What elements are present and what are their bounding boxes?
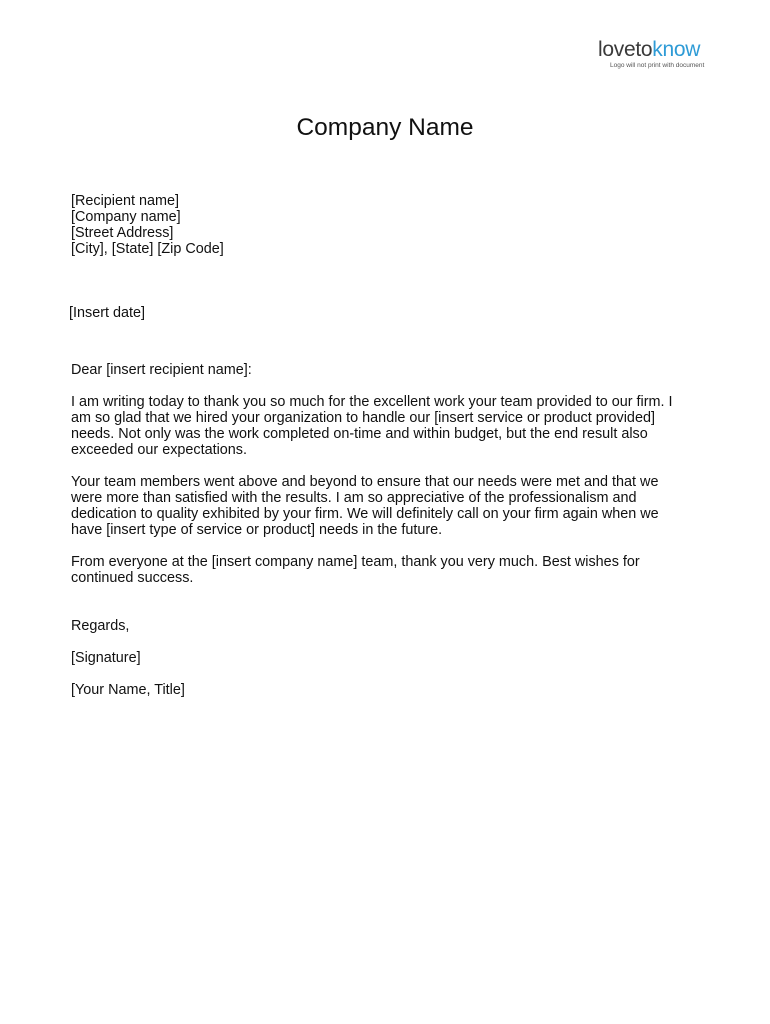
logo-wordmark: lovetoknow <box>598 38 701 61</box>
body-paragraph-1: I am writing today to thank you so much for the excellent work your team provided to our firm. I am so glad that we hired your organization to handle our [insert service or product provided] needs. Not only was the work completed on-time and within budget, but the end result also exceeded our expectations. <box>71 394 673 458</box>
recipient-company: [Company name] <box>71 209 181 225</box>
company-name-heading: Company Name <box>296 114 474 141</box>
salutation: Dear [insert recipient name]: <box>71 362 252 378</box>
recipient-street: [Street Address] <box>71 225 174 241</box>
sender-name-title: [Your Name, Title] <box>71 682 185 698</box>
closing: Regards, <box>71 618 130 634</box>
logo-tagline: Logo will not print with document <box>610 62 705 69</box>
body-paragraph-3: From everyone at the [insert company name] team, thank you very much. Best wishes for continued success. <box>71 554 640 586</box>
letter-date: [Insert date] <box>69 305 145 321</box>
lovetoknow-logo <box>598 38 728 70</box>
signature-placeholder: [Signature] <box>71 650 141 666</box>
recipient-address-block <box>71 193 711 257</box>
recipient-name: [Recipient name] <box>71 193 179 209</box>
body-paragraph-2: Your team members went above and beyond to ensure that our needs were met and that we were more than satisfied with the results. I am so appreciative of the professionalism and dedication to quality exhibited by your firm. We will definitely call on your firm again when we have [insert type of service or product] needs in the future. <box>71 474 659 538</box>
recipient-city-state-zip: [City], [State] [Zip Code] <box>71 241 224 257</box>
